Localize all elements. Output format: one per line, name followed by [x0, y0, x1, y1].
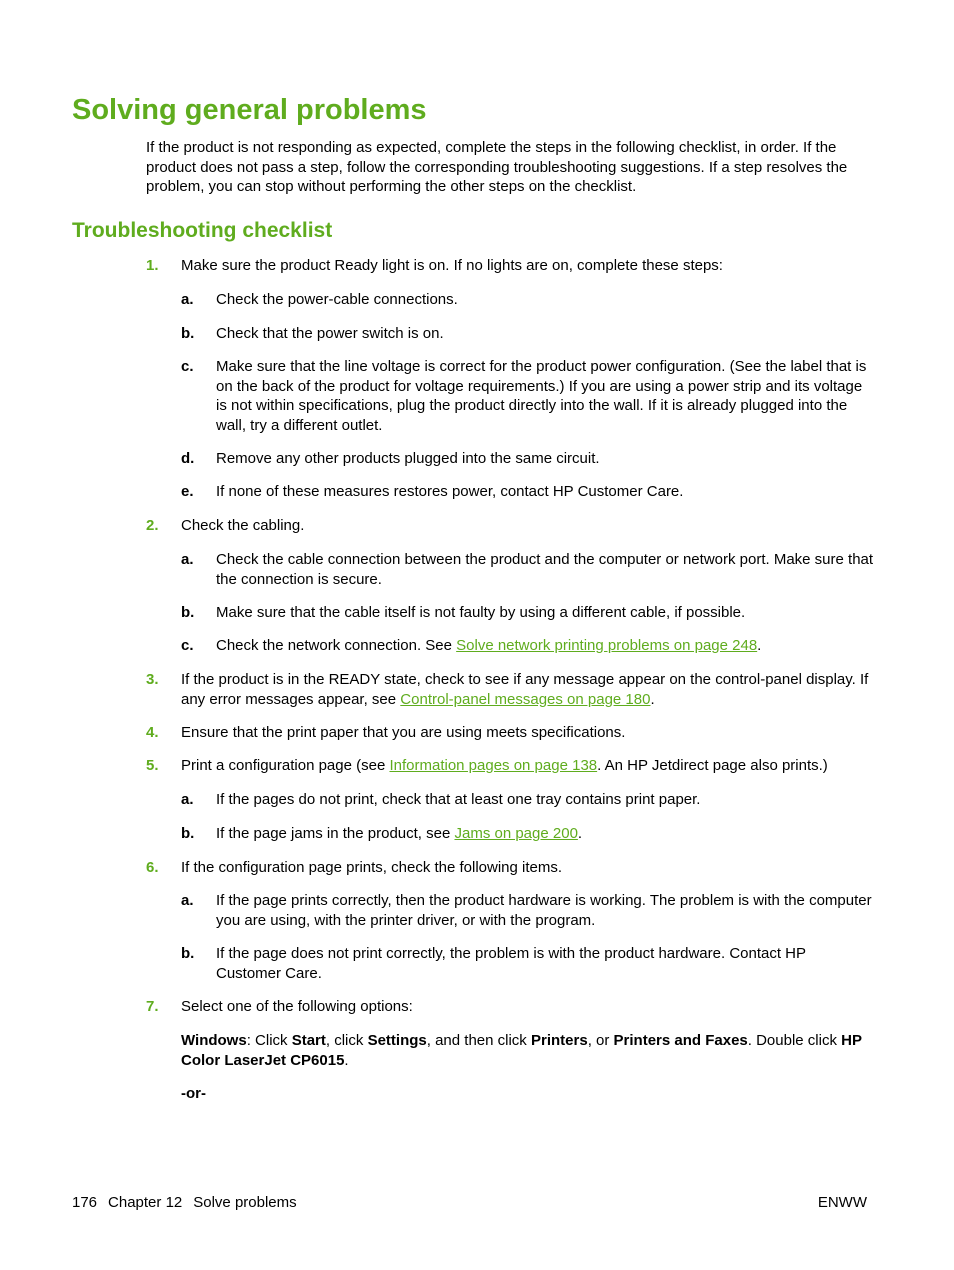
substep-label: a.: [181, 551, 194, 568]
step-number: 7.: [146, 998, 159, 1015]
bold-term: Start: [291, 1032, 326, 1049]
step-number: 1.: [146, 257, 159, 274]
substep-6b-text: If the page does not print correctly, the problem is with the product hardware. Contact HP Customer Care.: [216, 945, 806, 982]
step-number: 3.: [146, 671, 159, 688]
substep-label: d.: [181, 450, 195, 467]
substep-5a-text: If the pages do not print, check that at least one tray contains print paper.: [216, 791, 701, 808]
information-pages-link[interactable]: Information pages on page 138: [389, 757, 598, 774]
substep-5b-text: [216, 824, 876, 844]
substep-label: b.: [181, 604, 195, 621]
substep-label: b.: [181, 945, 195, 962]
substep-label: c.: [181, 358, 194, 375]
substep-label: a.: [181, 892, 194, 909]
network-printing-link[interactable]: Solve network printing problems on page 248: [456, 637, 758, 654]
or-separator: -or-: [181, 1085, 206, 1102]
bold-term: Windows: [181, 1032, 247, 1049]
step-4-text: Ensure that the print paper that you are using meets specifications.: [181, 724, 626, 741]
text-run: Check the network connection. See: [216, 637, 457, 654]
substep-1e-text: If none of these measures restores power, contact HP Customer Care.: [216, 483, 684, 500]
text-run: : Click: [246, 1032, 292, 1049]
bold-term: Printers and Faxes: [613, 1032, 748, 1049]
bold-term: Settings: [367, 1032, 427, 1049]
step-number: 2.: [146, 517, 159, 534]
bold-term: HP Color LaserJet CP6015: [181, 1032, 862, 1069]
text-run: Print a configuration page (see: [181, 757, 390, 774]
step-5-text: [181, 756, 881, 776]
bold-term: Printers: [530, 1032, 588, 1049]
text-run: If the product is in the READY state, check to see if any message appear on the control-panel display. If any error messages appear, see: [181, 671, 869, 708]
text-run: . An HP Jetdirect page also prints.): [597, 757, 828, 774]
substep-6a-text: If the page prints correctly, then the product hardware is working. The problem is with the computer you are using, with the printer driver, or with the program.: [216, 892, 872, 929]
substep-label: a.: [181, 291, 194, 308]
control-panel-messages-link[interactable]: Control-panel messages on page 180: [400, 690, 651, 708]
step-1-text: Make sure the product Ready light is on. If no lights are on, complete these steps:: [181, 257, 723, 274]
substep-2a-text: Check the cable connection between the product and the computer or network port. Make sure that the connection is secure.: [216, 551, 874, 588]
step-3-text: [181, 670, 881, 709]
footer-locale: ENWW: [817, 1194, 867, 1211]
substep-2b-text: Make sure that the cable itself is not faulty by using a different cable, if possible.: [216, 604, 746, 621]
substep-1b-text: Check that the power switch is on.: [216, 325, 444, 342]
substep-2c-text: [216, 636, 876, 656]
intro-paragraph: If the product is not responding as expected, complete the steps in the following checklist, in order. If the product does not pass a step, follow the corresponding troubleshooting suggestions. If a step resolves the problem, you can stop without performing the other steps on the checklist.: [146, 139, 848, 195]
text-run: If the page jams in the product, see: [216, 825, 455, 842]
text-run: , or: [587, 1032, 614, 1049]
step-number: 5.: [146, 757, 159, 774]
step-6-text: If the configuration page prints, check the following items.: [181, 859, 563, 876]
substep-1a-text: Check the power-cable connections.: [216, 291, 458, 308]
substep-1d-text: Remove any other products plugged into the same circuit.: [216, 450, 600, 467]
substep-label: c.: [181, 637, 194, 654]
text-run: , and then click: [426, 1032, 531, 1049]
step-number: 4.: [146, 724, 159, 741]
text-run: .: [344, 1051, 349, 1069]
chapter-label: Chapter 12: [108, 1194, 183, 1211]
substep-1c-text: Make sure that the line voltage is correct for the product power configuration. (See the label that is on the back of the product for voltage requirements.) If you are using a power strip and its voltage is not within specifications, plug the product directly into the wall. If it is already plugged into the wall, try a different outlet.: [216, 358, 867, 434]
step-7-text: Select one of the following options:: [181, 998, 413, 1015]
text-run: .: [650, 690, 655, 708]
text-run: . Double click: [747, 1032, 842, 1049]
text-run: .: [757, 637, 762, 654]
substep-label: b.: [181, 325, 195, 342]
jams-link[interactable]: Jams on page 200: [454, 825, 578, 842]
text-run: , click: [325, 1032, 368, 1049]
step-2-text: Check the cabling.: [181, 517, 305, 534]
page-footer: [72, 1193, 308, 1213]
windows-instructions: [181, 1031, 881, 1070]
step-number: 6.: [146, 859, 159, 876]
section-title: Troubleshooting checklist: [72, 219, 333, 242]
page-number: 176: [72, 1194, 98, 1211]
page-title: Solving general problems: [72, 94, 427, 126]
substep-label: a.: [181, 791, 194, 808]
substep-label: e.: [181, 483, 194, 500]
substep-label: b.: [181, 825, 195, 842]
text-run: .: [577, 825, 583, 842]
chapter-title: Solve problems: [193, 1194, 297, 1211]
